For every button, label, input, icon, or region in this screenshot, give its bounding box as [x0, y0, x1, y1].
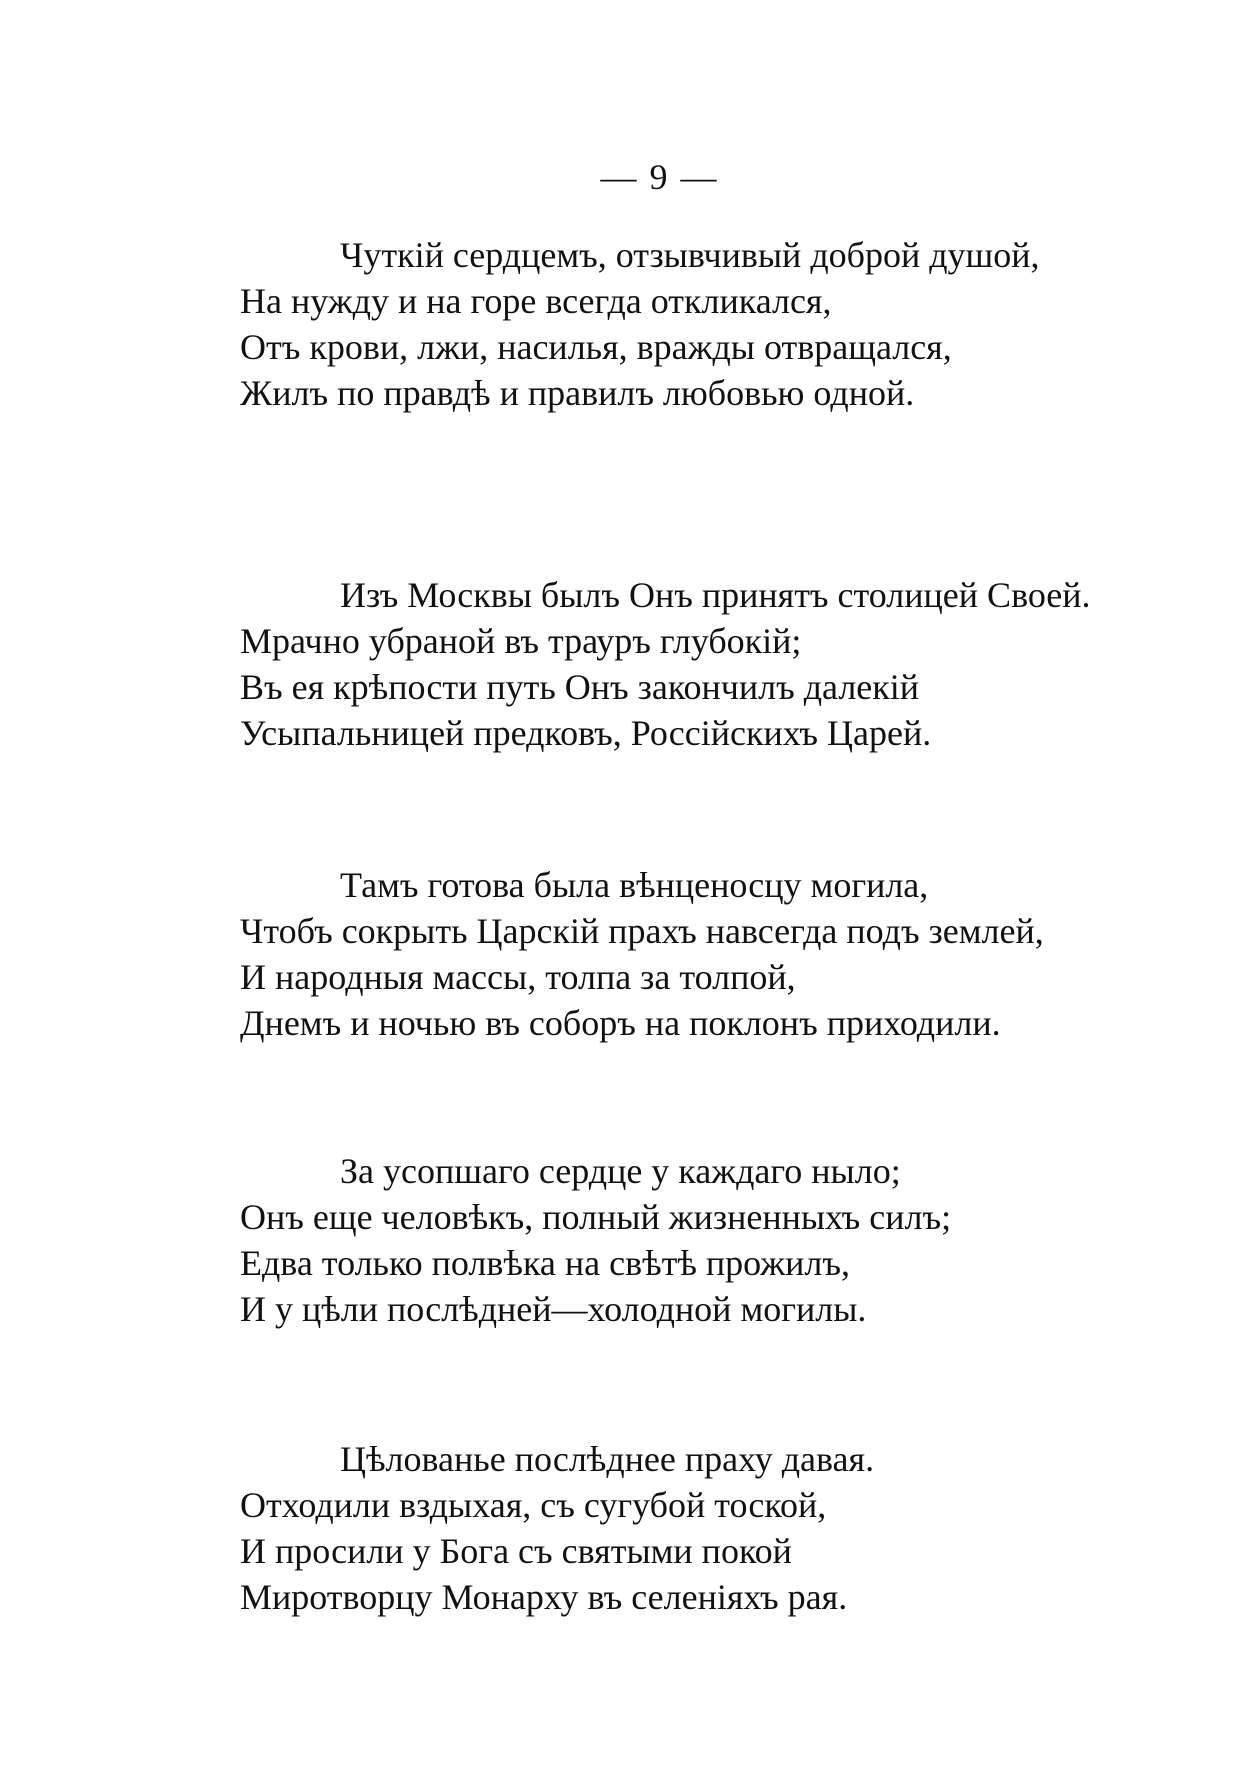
verse-line: И у цѣли послѣдней—холодной могилы. [240, 1289, 867, 1329]
verse-line: Тамъ готова была вѣнценосцу могила, [340, 865, 929, 905]
stanza-2 [240, 572, 1200, 756]
verse-line: На нужду и на горе всегда откликался, [240, 281, 832, 321]
verse-line: Усыпальницей предковъ, Россійскихъ Царей. [240, 713, 932, 753]
verse-line: Едва только полвѣка на свѣтѣ прожилъ, [240, 1243, 850, 1283]
verse-line: И просили у Бога съ святыми покой [240, 1531, 792, 1571]
verse-line: Миротворцу Монарху въ селеніяхъ рая. [240, 1577, 848, 1617]
verse-line: Отходили вздыхая, съ сугубой тоской, [240, 1485, 827, 1525]
verse-line: Жилъ по правдѣ и правилъ любовью одной. [240, 373, 915, 413]
verse-line: Днемъ и ночью въ соборъ на поклонъ приходили. [240, 1003, 1001, 1043]
verse-line: Мрачно убраной въ трауръ глубокій; [240, 621, 802, 661]
page-number: — 9 — [600, 157, 719, 197]
stanza-5 [240, 1436, 1200, 1620]
stanza-1 [240, 232, 1200, 416]
stanza-3 [240, 862, 1200, 1046]
verse-line: Отъ крови, лжи, насилья, вражды отвращался, [240, 327, 952, 367]
verse-line: Онъ еще человѣкъ, полный жизненныхъ силъ; [240, 1197, 952, 1237]
verse-line: И народныя массы, толпа за толпой, [240, 957, 796, 997]
verse-line: Изъ Москвы былъ Онъ принятъ столицей Своей. [340, 575, 1091, 615]
stanza-4 [240, 1148, 1200, 1332]
verse-line: Въ ея крѣпости путь Онъ закончилъ далекій [240, 667, 920, 707]
verse-line: Цѣлованье послѣднее праху давая. [340, 1439, 875, 1479]
verse-line: Чуткій сердцемъ, отзывчивый доброй душой, [340, 235, 1040, 275]
verse-line: За усопшаго сердце у каждаго ныло; [340, 1151, 901, 1191]
verse-line: Чтобъ сокрыть Царскій прахъ навсегда подъ землей, [240, 911, 1044, 951]
